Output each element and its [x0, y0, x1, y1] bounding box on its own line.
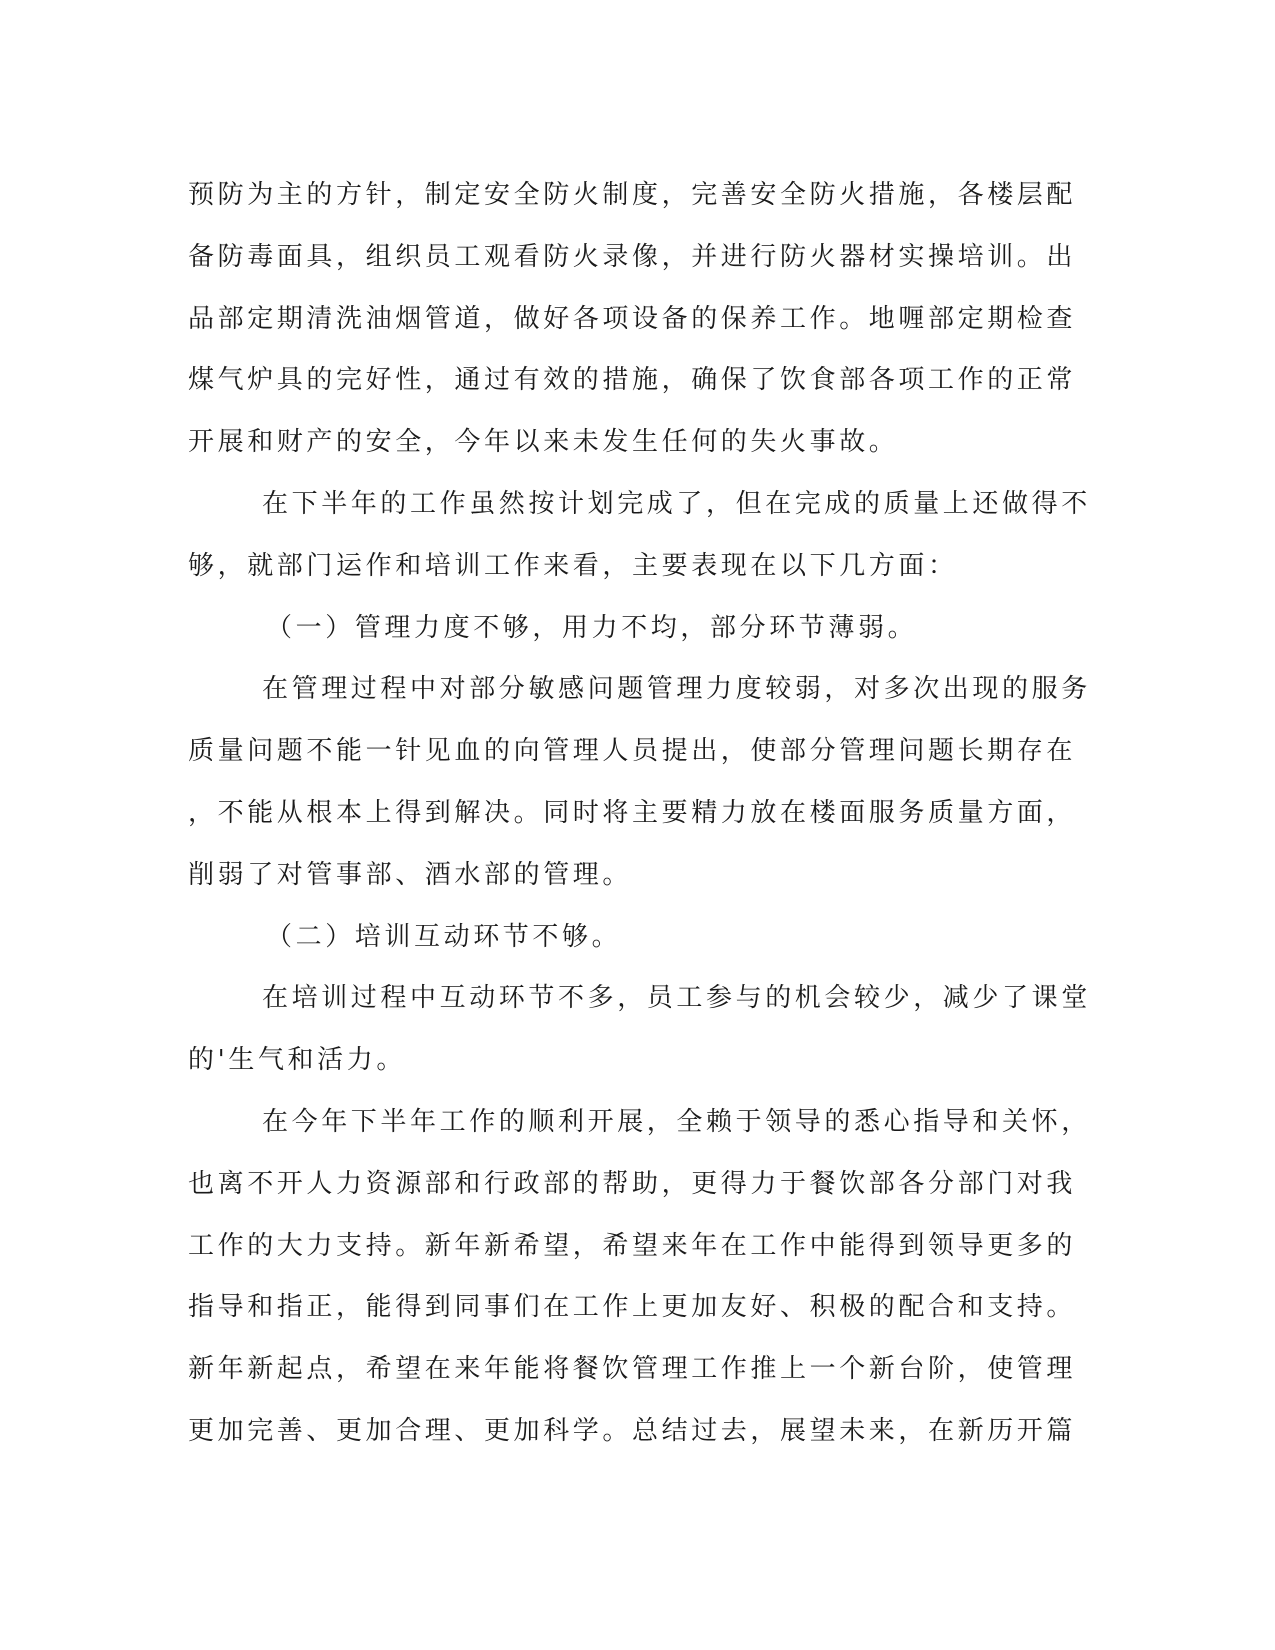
- paragraph-line: ，不能从根本上得到解决。同时将主要精力放在楼面服务质量方面，: [188, 797, 1077, 828]
- paragraph-line: 工作的大力支持。新年新希望，希望来年在工作中能得到领导更多的: [188, 1230, 1077, 1261]
- paragraph-line: 质量问题不能一针见血的向管理人员提出，使部分管理问题长期存在: [188, 736, 1077, 767]
- paragraph-line: 煤气炉具的完好性，通过有效的措施，确保了饮食部各项工作的正常: [188, 365, 1077, 396]
- paragraph-line: 更加完善、更加合理、更加科学。总结过去，展望未来，在新历开篇: [188, 1415, 1077, 1446]
- paragraph-line: 削弱了对管事部、酒水部的管理。: [188, 859, 633, 890]
- paragraph-line: 新年新起点，希望在来年能将餐饮管理工作推上一个新台阶，使管理: [188, 1354, 1077, 1385]
- paragraph-line: 备防毒面具，组织员工观看防火录像，并进行防火器材实操培训。出: [188, 241, 1077, 272]
- paragraph-line: 在今年下半年工作的顺利开展，全赖于领导的悉心指导和关怀，: [262, 1106, 1091, 1137]
- body-text: [188, 165, 1091, 1463]
- paragraph-line: 在管理过程中对部分敏感问题管理力度较弱，对多次出现的服务: [262, 674, 1091, 705]
- paragraph-line: 在培训过程中互动环节不多，员工参与的机会较少，减少了课堂: [262, 983, 1091, 1014]
- paragraph-line: 也离不开人力资源部和行政部的帮助，更得力于餐饮部各分部门对我: [188, 1168, 1077, 1199]
- paragraph-line: 预防为主的方针，制定安全防火制度，完善安全防火措施，各楼层配: [188, 180, 1077, 210]
- paragraph-line: 开展和财产的安全，今年以来未发生任何的失火事故。: [188, 427, 899, 458]
- paragraph-line: 够，就部门运作和培训工作来看，主要表现在以下几方面：: [188, 550, 958, 581]
- section-heading: （一）管理力度不够，用力不均，部分环节薄弱。: [266, 612, 918, 643]
- paragraph-line: 的'生气和活力。: [188, 1045, 406, 1076]
- paragraph-line: 指导和指正，能得到同事们在工作上更加友好、积极的配合和支持。: [188, 1292, 1077, 1323]
- paragraph-line: 品部定期清洗油烟管道，做好各项设备的保养工作。地喱部定期检查: [188, 303, 1077, 334]
- section-heading: （二）培训互动环节不够。: [266, 921, 622, 952]
- paragraph-line: 在下半年的工作虽然按计划完成了，但在完成的质量上还做得不: [262, 488, 1091, 519]
